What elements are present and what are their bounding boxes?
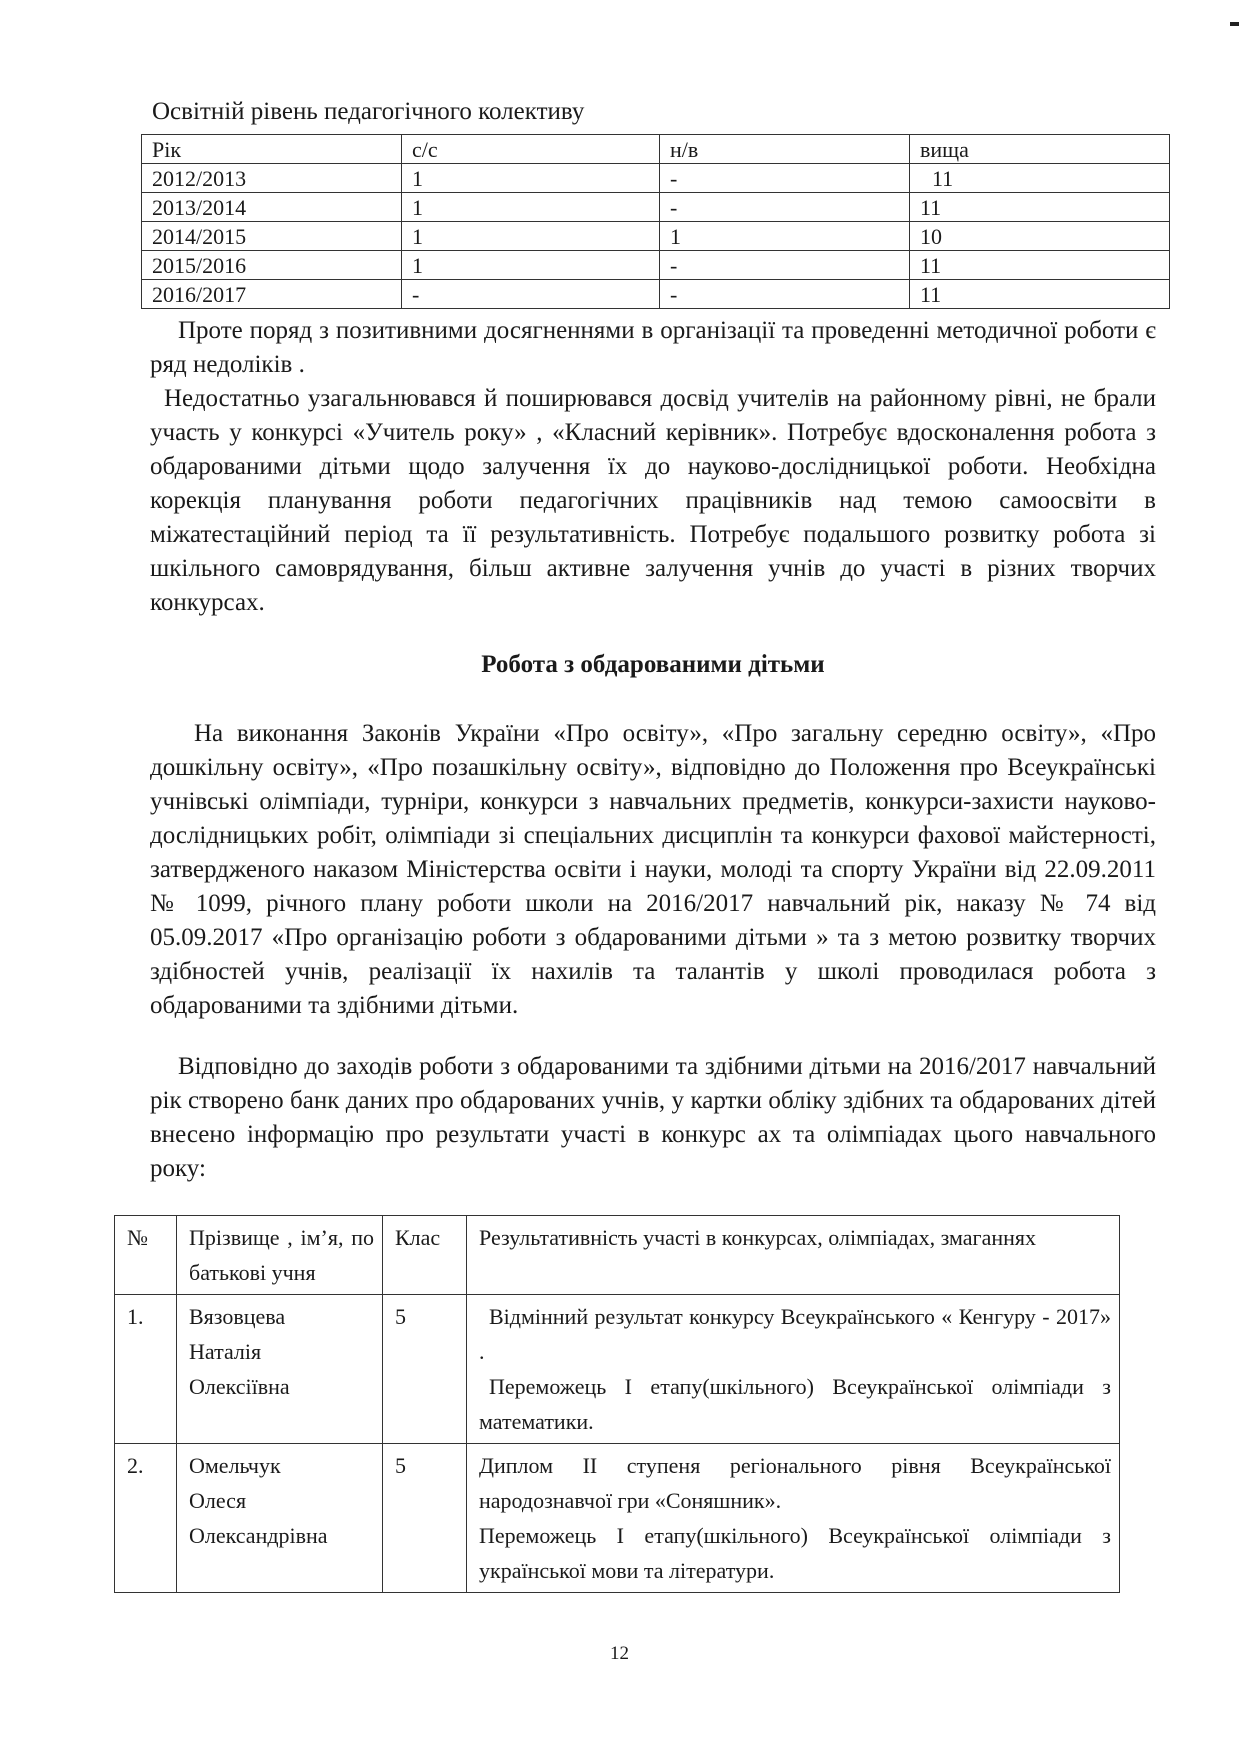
student-class: 5 xyxy=(383,1295,467,1444)
table-cell: - xyxy=(660,251,910,280)
databank-paragraph: Відповідно до заходів роботи з обдарованими та здібними дітьми на 2016/2017 навчальний рік створено банк даних про обдарованих учнів, у картки обліку здібних та обдарованих дітей внесено інформацію про результати участі в конкурс ах та олімпіадах цього навчального року: xyxy=(150,1053,1156,1182)
header-incomplete-higher: н/в xyxy=(660,135,910,164)
scan-edge-mark xyxy=(1230,22,1239,26)
table-row xyxy=(142,222,1170,251)
table-row xyxy=(115,1295,1120,1444)
table-cell: 2015/2016 xyxy=(142,251,402,280)
surname: Омельчук xyxy=(189,1453,281,1478)
result-entry: Переможець І етапу(шкільного) Всеукраїнської олімпіади з математики. xyxy=(479,1374,1111,1434)
table-cell: 11 xyxy=(910,251,1170,280)
patronymic: Олександрівна xyxy=(189,1523,328,1548)
table-cell: - xyxy=(660,280,910,309)
table-cell: - xyxy=(660,193,910,222)
table-cell: 1 xyxy=(402,193,660,222)
header-student-name: Прізвище , ім’я, по батькові учня xyxy=(177,1216,383,1295)
table-cell: - xyxy=(402,280,660,309)
table-row xyxy=(142,251,1170,280)
shortcomings-paragraph: Недостатньо узагальнювався й поширювався досвід учителів на районному рівні, не брали участь у конкурсі «Учитель року» , «Класний керівник». Потребує вдосконалення робота з обдарованими дітьми щодо залучення їх до науково-дослідницької роботи. Необхідна корекція планування роботи педагогічних працівників над темою самоосвіти в міжатестаційний період та її результативність. Потребує подальшого розвитку робота зі шкільного самоврядування, більш активне залучення учнів до участі в різних творчих конкурсах. xyxy=(150,385,1156,616)
table-header-row xyxy=(142,135,1170,164)
section-heading: Робота з обдарованими дітьми xyxy=(481,651,825,678)
table-cell: 2016/2017 xyxy=(142,280,402,309)
student-results xyxy=(467,1295,1120,1444)
student-name xyxy=(177,1295,383,1444)
table-cell: 2013/2014 xyxy=(142,193,402,222)
row-number: 1. xyxy=(115,1295,177,1444)
result-entry: Відмінний результат конкурсу Всеукраїнського « Кенгуру - 2017» . xyxy=(479,1304,1111,1364)
header-secondary-special: с/с xyxy=(402,135,660,164)
table-cell: 1 xyxy=(660,222,910,251)
table-cell: 1 xyxy=(402,222,660,251)
table-cell: 11 xyxy=(910,164,1170,193)
table-cell: 1 xyxy=(402,164,660,193)
first-name: Олеся xyxy=(189,1488,247,1513)
student-class: 5 xyxy=(383,1444,467,1593)
table-cell: 11 xyxy=(910,280,1170,309)
first-name: Наталія xyxy=(189,1339,262,1364)
table-cell: 11 xyxy=(910,193,1170,222)
student-name xyxy=(177,1444,383,1593)
header-class: Клас xyxy=(383,1216,467,1295)
table-cell: 10 xyxy=(910,222,1170,251)
header-higher: вища xyxy=(910,135,1170,164)
laws-paragraph: На виконання Законів України «Про освіту», «Про загальну середню освіту», «Про дошкільну освіту», «Про позашкільну освіту», відповідно до Положення про Всеукраїнські учнівські олімпіади, турніри, конкурси з навчальних предметів, конкурси-захисти науково-дослідницьких робіт, олімпіади зі спеціальних дисциплін та конкурси фахової майстерності, затвердженого наказом Міністерства освіти і науки, молоді та спорту України від 22.09.2011 № 1099, річного плану роботи школи на 2016/2017 навчальний рік, наказу № 74 від 05.09.2017 «Про організацію роботи з обдарованими дітьми » та з метою розвитку творчих здібностей учнів, реалізації їх нахилів та талантів у школі проводилася робота з обдарованими та здібними дітьми. xyxy=(150,720,1156,1019)
shortcomings-intro-paragraph: Проте поряд з позитивними досягненнями в організації та проведенні методичної роботи є ряд недоліків . xyxy=(150,317,1156,378)
table-cell: - xyxy=(660,164,910,193)
header-number: № xyxy=(115,1216,177,1295)
page-number: 12 xyxy=(610,1643,629,1664)
gifted-students-table xyxy=(114,1215,1120,1593)
table-row xyxy=(142,280,1170,309)
table-cell: 1 xyxy=(402,251,660,280)
row-number: 2. xyxy=(115,1444,177,1593)
table-cell: 2012/2013 xyxy=(142,164,402,193)
student-results xyxy=(467,1444,1120,1593)
table-row xyxy=(142,193,1170,222)
result-entry: Диплом ІІ ступеня регіонального рівня Всеукраїнської народознавчої гри «Соняшник». xyxy=(479,1453,1111,1513)
table-cell: 2014/2015 xyxy=(142,222,402,251)
table-header-row xyxy=(115,1216,1120,1295)
education-level-table xyxy=(141,134,1170,309)
header-results: Результативність участі в конкурсах, олімпіадах, змаганнях xyxy=(467,1216,1120,1295)
result-entry: Переможець І етапу(шкільного) Всеукраїнської олімпіади з української мови та літератури. xyxy=(479,1523,1111,1583)
table-row xyxy=(142,164,1170,193)
patronymic: Олексіївна xyxy=(189,1374,290,1399)
table-row xyxy=(115,1444,1120,1593)
header-year: Рік xyxy=(142,135,402,164)
education-table-caption: Освітній рівень педагогічного колективу xyxy=(152,98,585,125)
surname: Вязовцева xyxy=(189,1304,286,1329)
